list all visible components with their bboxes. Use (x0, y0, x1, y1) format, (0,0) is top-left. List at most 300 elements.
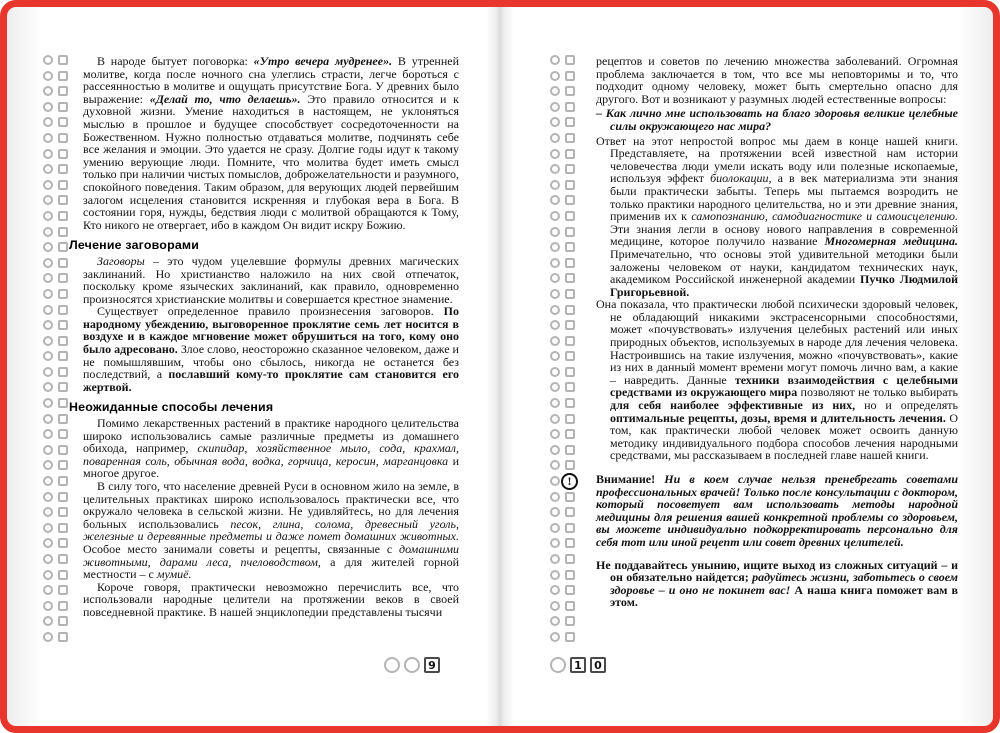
ornament-square-icon (565, 632, 575, 642)
ornament-square-icon (565, 336, 575, 346)
ornament-strip (43, 55, 68, 648)
ornament-row (550, 601, 575, 611)
ornament-circle-icon (550, 273, 560, 283)
ornament-square-icon (565, 351, 575, 361)
ornament-row (550, 336, 575, 346)
ornament-circle-icon (43, 336, 53, 346)
ornament-circle-icon (550, 351, 560, 361)
ornament-square-icon (565, 460, 575, 470)
ornament-square-icon (58, 273, 68, 283)
ornament-circle-icon (43, 211, 53, 221)
ornament-row (550, 180, 575, 190)
ornament-square-icon (58, 211, 68, 221)
paragraph (83, 255, 459, 305)
ornament-circle-icon (550, 632, 560, 642)
ornament-circle-icon (43, 351, 53, 361)
ornament-row (550, 382, 575, 392)
text-run: Не поддавайтесь унынию, ищите выход из сложных ситуаций – и он обязательно найдется; (596, 557, 958, 585)
paragraph (596, 107, 958, 132)
ornament-square-icon (565, 554, 575, 564)
ornament-strip (550, 55, 575, 648)
ornament-row (550, 211, 575, 221)
ornament-row (550, 523, 575, 533)
ornament-row (43, 55, 68, 65)
page-content (567, 54, 959, 610)
ornament-circle-icon (550, 195, 560, 205)
ornament-circle-icon (43, 570, 53, 580)
ornament-row (550, 492, 575, 502)
text-run: «Делай то, что делаешь». (149, 91, 301, 106)
text-run: рецептов и советов по лечению множества заболеваний. Огромная проблема заключается в том, что все мы неповторимы и то, что подходит одному человеку, может быть смертельно опасно для другого. Вот и возникают у разумных людей естественные вопросы: (596, 54, 958, 106)
left-page (7, 7, 500, 726)
ornament-circle-icon (43, 601, 53, 611)
ornament-square-icon (58, 367, 68, 377)
text-run: но и определять (855, 398, 958, 413)
ornament-square-icon (565, 320, 575, 330)
ornament-row (550, 227, 575, 237)
text-run: и многое другое. (83, 453, 460, 481)
ornament-row (43, 414, 68, 424)
text-run: Короче говоря, практически невозможно перечислить все, что использовали народные целители на протяжении веков в своей повседневной практике. В нашей энциклопедии представлены тысячи (83, 579, 459, 619)
ornament-circle-icon (43, 585, 53, 595)
ornament-circle-icon (43, 476, 53, 486)
ornament-row (43, 211, 68, 221)
ornament-row (550, 460, 575, 470)
ornament-circle-icon (550, 242, 560, 252)
ornament-circle-icon (550, 507, 560, 517)
ornament-circle-icon (550, 117, 560, 127)
ornament-row (550, 367, 575, 377)
ornament-circle-icon (550, 320, 560, 330)
ornament-row (550, 71, 575, 81)
text-run: Эти знания легли в основу нового направления в современной медицине, которое получило название (610, 221, 958, 249)
text-run: пославший кому-то проклятие сам становится его жертвой. (83, 367, 459, 394)
ornament-square-icon (58, 460, 68, 470)
ornament-circle-icon (43, 71, 53, 81)
ornament-square-icon (565, 507, 575, 517)
ornament-square-icon (58, 227, 68, 237)
ornament-square-icon (58, 476, 68, 486)
ornament-circle-icon (550, 429, 560, 439)
ornament-row (43, 554, 68, 564)
ornament-circle-icon (550, 382, 560, 392)
ornament-row (43, 273, 68, 283)
ornament-circle-icon (43, 102, 53, 112)
book-spread (7, 7, 993, 726)
paragraph (596, 298, 958, 462)
ornament-row (550, 273, 575, 283)
ornament-circle-icon (550, 523, 560, 533)
ornament-circle-icon (43, 149, 53, 159)
ornament-square-icon (565, 86, 575, 96)
ornament-row (43, 445, 68, 455)
ornament-circle-icon (550, 554, 560, 564)
ornament-square-icon (58, 585, 68, 595)
text-run: «Утро вечера мудренее». (253, 54, 393, 68)
text-run: Пучко Людмилой Григорьевной. (610, 272, 958, 299)
text-run: Существует определенное правило произнесения заговоров. (97, 304, 444, 319)
ornament-circle-icon (550, 164, 560, 174)
ornament-circle-icon (43, 133, 53, 143)
text-run: Внимание! (596, 472, 656, 486)
ornament-square-icon (565, 227, 575, 237)
text-run: позволяют не только выбирать (797, 385, 958, 400)
ornament-row (43, 149, 68, 159)
page-number-block (550, 657, 606, 673)
page-ornament-circle-icon (404, 657, 420, 673)
ornament-circle-icon (550, 538, 560, 548)
ornament-row (43, 585, 68, 595)
ornament-circle-icon (550, 492, 560, 502)
ornament-row (43, 398, 68, 408)
ornament-circle-icon (43, 507, 53, 517)
ornament-row (43, 351, 68, 361)
ornament-row (550, 149, 575, 159)
ornament-square-icon (565, 211, 575, 221)
text-run: песок, глина, солома, древесный уголь, железные и деревянные предметы и даже помет домашних животных. (83, 516, 459, 544)
ornament-square-icon (58, 382, 68, 392)
ornament-row (43, 523, 68, 533)
ornament-square-icon (58, 258, 68, 268)
ornament-row (550, 55, 575, 65)
ornament-square-icon (565, 71, 575, 81)
ornament-row (43, 227, 68, 237)
ornament-square-icon (58, 71, 68, 81)
ornament-circle-icon (550, 367, 560, 377)
ornament-row (43, 258, 68, 268)
ornament-row (550, 289, 575, 299)
text-run: Ни в коем случае нельзя пренебрегать советами профессиональных врачей! Только после консультации с доктором, который посоветует вам использовать методы народной медицины для решения вашей конкретной проблемы со здоровьем, вы можете индивидуально подкорректировать персонально для себя тот или иной рецепт или совет древних целителей. (596, 472, 958, 549)
warning-note (567, 472, 958, 549)
ornament-square-icon (58, 117, 68, 127)
text-run: биолокации, (710, 171, 772, 186)
ornament-square-icon (58, 320, 68, 330)
ornament-circle-icon (550, 86, 560, 96)
ornament-square-icon (565, 382, 575, 392)
ornament-circle-icon (43, 305, 53, 315)
exclamation-icon: ! (561, 473, 578, 490)
ornament-circle-icon (43, 429, 53, 439)
ornament-square-icon (58, 445, 68, 455)
ornament-row (550, 632, 575, 642)
ornament-square-icon (565, 616, 575, 626)
section-heading: Неожиданные способы лечения (69, 400, 274, 415)
ornament-square-icon (58, 149, 68, 159)
paragraph (83, 581, 459, 619)
paragraph (596, 55, 958, 105)
text-run: – это чудом уцелевшие формулы древних магических заклинаний. Но христианство наложило на них свой отпечаток, поскольку кроме языческих заклинаний, как правило, одновременно произносятся христианские молитвы и совершается крестное знамение. (83, 253, 459, 306)
text-run: Многомерная медицина. (824, 234, 958, 249)
ornament-square-icon (565, 585, 575, 595)
ornament-square-icon (565, 117, 575, 127)
ornament-square-icon (58, 523, 68, 533)
ornament-row (43, 164, 68, 174)
ornament-circle-icon (43, 55, 53, 65)
ornament-circle-icon (43, 86, 53, 96)
ornament-square-icon (565, 195, 575, 205)
ornament-circle-icon (550, 305, 560, 315)
ornament-circle-icon (43, 616, 53, 626)
ornament-circle-icon (550, 149, 560, 159)
ornament-circle-icon (550, 180, 560, 190)
ornament-square-icon (58, 86, 68, 96)
ornament-row (43, 367, 68, 377)
ornament-circle-icon (550, 289, 560, 299)
text-run: Это правило относится и к духовной жизни. Умение находиться в настоящем, не уклоняться мыслью в прошлое и будущее способствует сосредоточенности на Божественном. Нужно полностью отдаваться молитве, подчинять себе все желания и эмоции. Это удается не сразу. Долгие годы идут к такому умению верующие люди. Помните, что молитва будет иметь смысл только при наличии чистых помыслов, доброжелательности и разумного, спокойного поведения. Таким образом, для верующих людей первейшим залогом исцеления становится искренняя и глубокая вера в Бога. В состоянии горя, нужды, бедствия люди с молитвой обращаются к Тому, Кто никого не отвергает, ибо в каждом Он видит искру Божию. (83, 91, 459, 232)
text-run: – Как лично мне использовать на благо здоровья великие целебные силы окружающего нас мира? (596, 106, 958, 133)
ornament-row (550, 258, 575, 268)
ornament-square-icon (565, 523, 575, 533)
ornament-row (43, 117, 68, 127)
ornament-circle-icon (43, 554, 53, 564)
paragraph (83, 55, 459, 231)
text-run: В народе бытует поговорка: (97, 54, 254, 68)
ornament-circle-icon (43, 164, 53, 174)
ornament-square-icon (58, 570, 68, 580)
ornament-circle-icon (550, 460, 560, 470)
text-run: радуйтесь жизни, заботьтесь о своем здоровье – и оно не покинет вас! (610, 570, 958, 597)
ornament-row (43, 632, 68, 642)
ornament-row (550, 570, 575, 580)
text-run: а для жителей горной местности – с (83, 554, 459, 582)
ornament-circle-icon (43, 538, 53, 548)
ornament-circle-icon (43, 289, 53, 299)
ornament-circle-icon (550, 585, 560, 595)
ornament-square-icon (58, 414, 68, 424)
ornament-square-icon (58, 164, 68, 174)
text-run: В утренней молитве, когда после ночного сна улеглись страсти, легче бороться с рассеянностью в молитве и ощущать присутствие Бога. У древних было выражение: (83, 54, 459, 106)
ornament-row (550, 414, 575, 424)
page-number-block (384, 657, 440, 673)
ornament-row (43, 289, 68, 299)
ornament-circle-icon (550, 71, 560, 81)
ornament-row (43, 86, 68, 96)
page-ornament-circle-icon (384, 657, 400, 673)
ornament-row (43, 71, 68, 81)
ornament-square-icon (58, 102, 68, 112)
ornament-row (43, 460, 68, 470)
text-run: О том, как практически любой человек может освоить данную методику индивидуального подбора способов лечения народными средствами, мы рассказываем в последней главе нашей книги. (610, 410, 958, 463)
page-content (69, 54, 460, 619)
paragraph (83, 480, 459, 581)
text-run: Злое слово, неосторожно сказанное человеком, даже и не помышлявшим, чтобы оно сбылось, никогда не останется без последствий, а (83, 342, 459, 382)
ornament-row (43, 305, 68, 315)
paragraph (83, 417, 459, 480)
ornament-row (550, 507, 575, 517)
ornament-row (550, 102, 575, 112)
text-run: Примечательно, что основы этой удивительной методики были заложены человеком от науки, кандидатом технических наук, академиком Российской инженерной академии (610, 246, 958, 287)
ornament-square-icon (565, 367, 575, 377)
ornament-circle-icon (550, 227, 560, 237)
ornament-row (43, 616, 68, 626)
ornament-circle-icon (550, 601, 560, 611)
ornament-row (550, 305, 575, 315)
ornament-square-icon (565, 398, 575, 408)
ornament-row (43, 570, 68, 580)
paragraph (596, 559, 958, 609)
text-run: самопознанию, самодиагностике и самоисцелению. (691, 209, 959, 224)
ornament-square-icon (565, 55, 575, 65)
text-run: Она показала, что практически любой психически здоровый человек, не обладающий никакими экстрасенсорными способностями, может «почувствовать» излучения целебных растений или иных природных объектов, используемых в народе для лечения человека. Настроившись на такие излучения, можно «почувствовать», какие из них в данный момент времени могут помочь лично вам, а какие – навредить. Данные (596, 297, 958, 387)
ornament-circle-icon (550, 102, 560, 112)
ornament-square-icon (565, 133, 575, 143)
ornament-square-icon (565, 273, 575, 283)
ornament-square-icon (58, 632, 68, 642)
ornament-square-icon (565, 445, 575, 455)
ornament-square-icon (565, 289, 575, 299)
ornament-square-icon (565, 258, 575, 268)
ornament-circle-icon (43, 180, 53, 190)
ornament-square-icon (58, 305, 68, 315)
text-run: В силу того, что население древней Руси в основном жило на земле, в целительных практиках широко использовалось практически все, что окружало человека в сельской жизни. Не удивляйтесь, но для лечения больных использовались (83, 479, 459, 531)
ornament-circle-icon (43, 414, 53, 424)
right-page (500, 7, 993, 726)
ornament-square-icon (58, 492, 68, 502)
ornament-row (550, 195, 575, 205)
page-number-box: 0 (590, 657, 606, 673)
page-ornament-circle-icon (550, 657, 566, 673)
ornament-row (550, 398, 575, 408)
ornament-square-icon (58, 538, 68, 548)
ornament-square-icon (58, 351, 68, 361)
ornament-row (43, 195, 68, 205)
ornament-circle-icon (550, 616, 560, 626)
ornament-square-icon (58, 507, 68, 517)
ornament-square-icon (565, 538, 575, 548)
ornament-row (550, 445, 575, 455)
ornament-row (550, 242, 575, 252)
ornament-square-icon (58, 429, 68, 439)
ornament-square-icon (565, 164, 575, 174)
ornament-circle-icon (43, 460, 53, 470)
ornament-row (550, 538, 575, 548)
ornament-circle-icon (550, 570, 560, 580)
ornament-circle-icon (43, 258, 53, 268)
ornament-circle-icon (43, 523, 53, 533)
ornament-row (550, 86, 575, 96)
ornament-circle-icon (550, 55, 560, 65)
text-run: Особое место занимали советы и рецепты, связанные с (83, 541, 400, 556)
ornament-square-icon (58, 242, 68, 252)
ornament-row (43, 102, 68, 112)
text-run: оптимальные рецепты, дозы, время и длительность лечения. (610, 410, 946, 425)
ornament-square-icon (58, 616, 68, 626)
text-run: мумиё. (156, 567, 192, 582)
ornament-row (550, 164, 575, 174)
text-run: техники взаимодействия с целебными средствами из окружающего мира (610, 372, 958, 400)
ornament-row (43, 507, 68, 517)
text-run: домашними животными, дарами леса, пчеловодством, (83, 541, 459, 569)
ornament-square-icon (58, 180, 68, 190)
ornament-circle-icon (550, 445, 560, 455)
ornament-circle-icon (43, 227, 53, 237)
ornament-row (550, 117, 575, 127)
ornament-row (43, 429, 68, 439)
ornament-square-icon (565, 242, 575, 252)
ornament-circle-icon (43, 367, 53, 377)
text-run: скипидар, хозяйственное мыло, сода, крахмал, поваренная соль, обычная вода, водка, горчица, керосин, марганцовка (83, 441, 459, 468)
ornament-square-icon (58, 133, 68, 143)
ornament-circle-icon (550, 336, 560, 346)
ornament-circle-icon (43, 117, 53, 127)
ornament-row (43, 336, 68, 346)
ornament-row (43, 601, 68, 611)
ornament-circle-icon (550, 476, 560, 486)
ornament-row (43, 476, 68, 486)
ornament-row (550, 133, 575, 143)
ornament-circle-icon (43, 195, 53, 205)
ornament-row (43, 133, 68, 143)
ornament-circle-icon (43, 632, 53, 642)
ornament-square-icon (58, 601, 68, 611)
ornament-square-icon (565, 149, 575, 159)
ornament-row (550, 554, 575, 564)
ornament-row (43, 538, 68, 548)
ornament-circle-icon (43, 273, 53, 283)
ornament-circle-icon (550, 414, 560, 424)
ornament-circle-icon (43, 242, 53, 252)
ornament-square-icon (58, 289, 68, 299)
ornament-circle-icon (550, 258, 560, 268)
ornament-circle-icon (550, 133, 560, 143)
ornament-square-icon (565, 180, 575, 190)
text-run: По народному убеждению, выговоренное проклятие семь лет носится в воздухе и в каждое мгновение может обрушиться на того, кому оно было адресовано. (83, 304, 459, 357)
text-run: Ответ на этот непростой вопрос мы даем в конце нашей книги. Представляете, на протяжении всей известной нам истории человечества люди умели искать воду или полезные ископаемые, используя эффект (596, 133, 958, 186)
ornament-row (43, 242, 68, 252)
ornament-square-icon (58, 554, 68, 564)
ornament-row (550, 320, 575, 330)
ornament-circle-icon (43, 382, 53, 392)
ornament-square-icon (58, 336, 68, 346)
page-number-box: 1 (570, 657, 586, 673)
ornament-row (550, 429, 575, 439)
ornament-circle-icon (43, 492, 53, 502)
ornament-row (43, 320, 68, 330)
ornament-row (43, 382, 68, 392)
section-heading: Лечение заговорами (69, 238, 200, 253)
warning-text (596, 472, 958, 549)
ornament-square-icon (565, 414, 575, 424)
ornament-row (43, 180, 68, 190)
ornament-square-icon (565, 492, 575, 502)
ornament-row (550, 616, 575, 626)
ornament-circle-icon (550, 398, 560, 408)
ornament-row (550, 351, 575, 361)
ornament-square-icon (565, 429, 575, 439)
ornament-row (550, 585, 575, 595)
text-run: Заговоры (97, 253, 145, 268)
ornament-circle-icon (43, 320, 53, 330)
ornament-square-icon (565, 601, 575, 611)
ornament-circle-icon (550, 211, 560, 221)
ornament-square-icon (58, 195, 68, 205)
ornament-circle-icon (43, 398, 53, 408)
page-number-box: 9 (424, 657, 440, 673)
ornament-circle-icon (43, 445, 53, 455)
paragraph (596, 135, 958, 299)
ornament-square-icon (565, 102, 575, 112)
text-run: А наша книга поможет вам в этом. (610, 582, 959, 610)
text-run: для себя наиболее эффективные из них, (610, 398, 856, 413)
paragraph (83, 305, 459, 393)
ornament-square-icon (565, 305, 575, 315)
ornament-square-icon (58, 398, 68, 408)
text-run: а в век материализма эти знания были практически забыты. Теперь мы пытаемся возродить не только практики народного целительства, но и эти древние знания, применив их к (610, 171, 959, 224)
ornament-square-icon (565, 570, 575, 580)
ornament-row (43, 492, 68, 502)
text-run: Помимо лекарственных растений в практике народного целительства широко использовались самые различные предметы из домашнего обихода, например, (83, 416, 459, 456)
ornament-square-icon (58, 55, 68, 65)
